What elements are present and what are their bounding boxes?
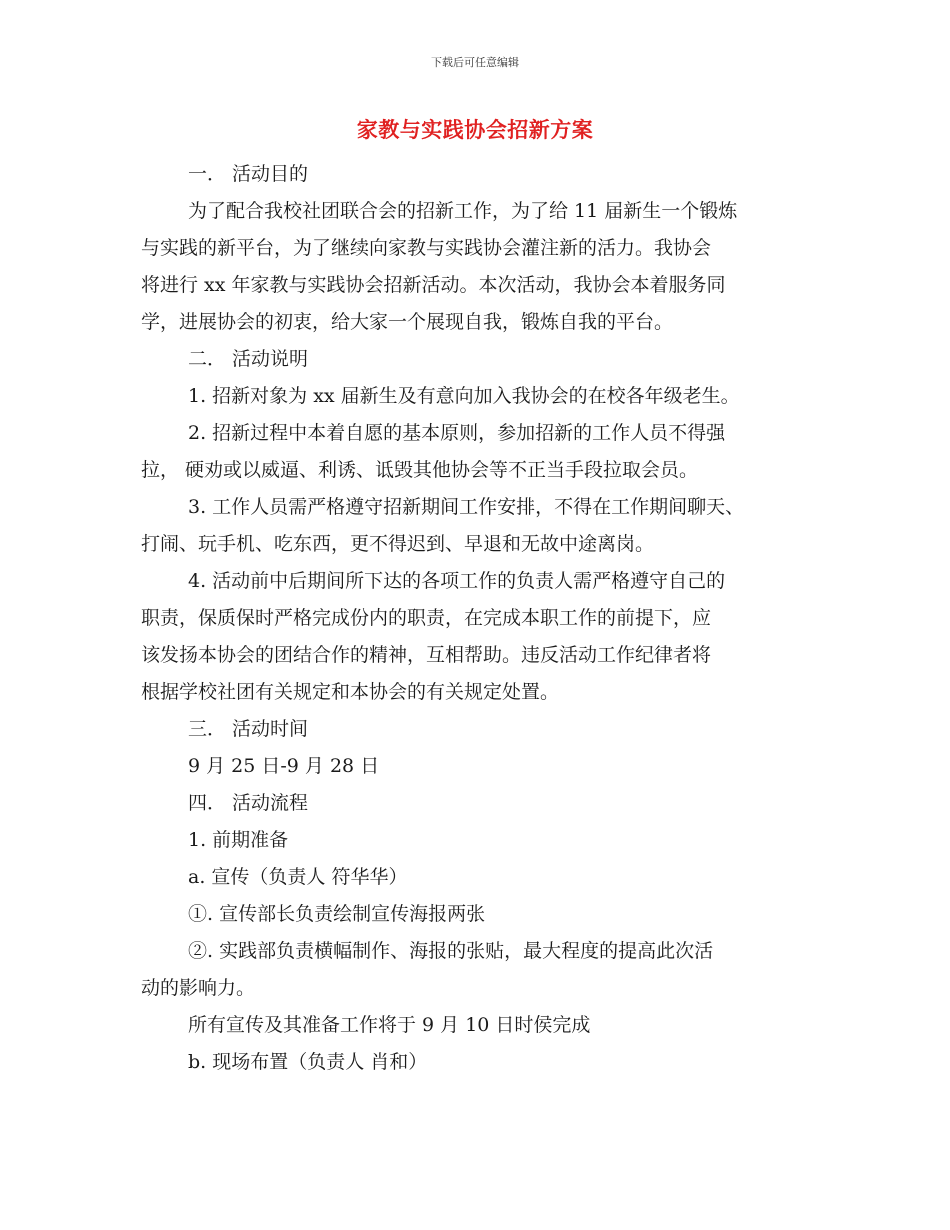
paragraph-line: 2. 招新过程中本着自愿的基本原则，参加招新的工作人员不得强 [188,422,726,444]
paragraph-line: 打闹、玩手机、吃东西，更不得迟到、早退和无故中途离岗。 [141,533,655,555]
document-body [141,156,821,1081]
paragraph-line: 1. 招新对象为 xx 届新生及有意向加入我协会的在校各年级老生。 [188,385,740,407]
paragraph-line: b. 现场布置（负责人 肖和） [188,1051,428,1073]
header-note: 下载后可任意编辑 [431,56,519,69]
paragraph-line: a. 宣传（负责人 符华华） [188,866,408,888]
paragraph-line: 该发扬本协会的团结合作的精神，互相帮助。违反活动工作纪律者将 [141,644,712,666]
paragraph-line: 所有宣传及其准备工作将于 9 月 10 日时侯完成 [188,1014,591,1036]
paragraph-line: ②. 实践部负责横幅制作、海报的张贴，最大程度的提高此次活 [188,940,714,962]
paragraph-line: 1. 前期准备 [188,829,289,851]
paragraph-line: 学，进展协会的初衷，给大家一个展现自我，锻炼自我的平台。 [141,311,674,333]
paragraph-line: 职责，保质保时严格完成份内的职责，在完成本职工作的前提下，应 [141,607,712,629]
paragraph-line: 与实践的新平台，为了继续向家教与实践协会灌注新的活力。我协会 [141,237,712,259]
paragraph-line: 二． 活动说明 [188,348,309,370]
paragraph-line: 四． 活动流程 [188,792,309,814]
paragraph-line: 一． 活动目的 [188,163,309,185]
paragraph-line: 拉， 硬劝或以威逼、利诱、诋毁其他协会等不正当手段拉取会员。 [141,459,699,481]
paragraph-line: 将进行 xx 年家教与实践协会招新活动。本次活动，我协会本着服务同 [141,274,726,296]
paragraph-line: 为了配合我校社团联合会的招新工作，为了给 11 届新生一个锻炼 [188,200,738,222]
paragraph-line: 3. 工作人员需严格遵守招新期间工作安排，不得在工作期间聊天、 [188,496,745,518]
paragraph-line: 9 月 25 日-9 月 28 日 [188,755,380,777]
document-title: 家教与实践协会招新方案 [356,117,594,142]
paragraph-line: 三． 活动时间 [188,718,309,740]
paragraph-line: 动的影响力。 [141,977,256,999]
paragraph-line: 4. 活动前中后期间所下达的各项工作的负责人需严格遵守自己的 [188,570,726,592]
paragraph-line: ①. 宣传部长负责绘制宣传海报两张 [188,903,486,925]
paragraph-line: 根据学校社团有关规定和本协会的有关规定处置。 [141,681,560,703]
